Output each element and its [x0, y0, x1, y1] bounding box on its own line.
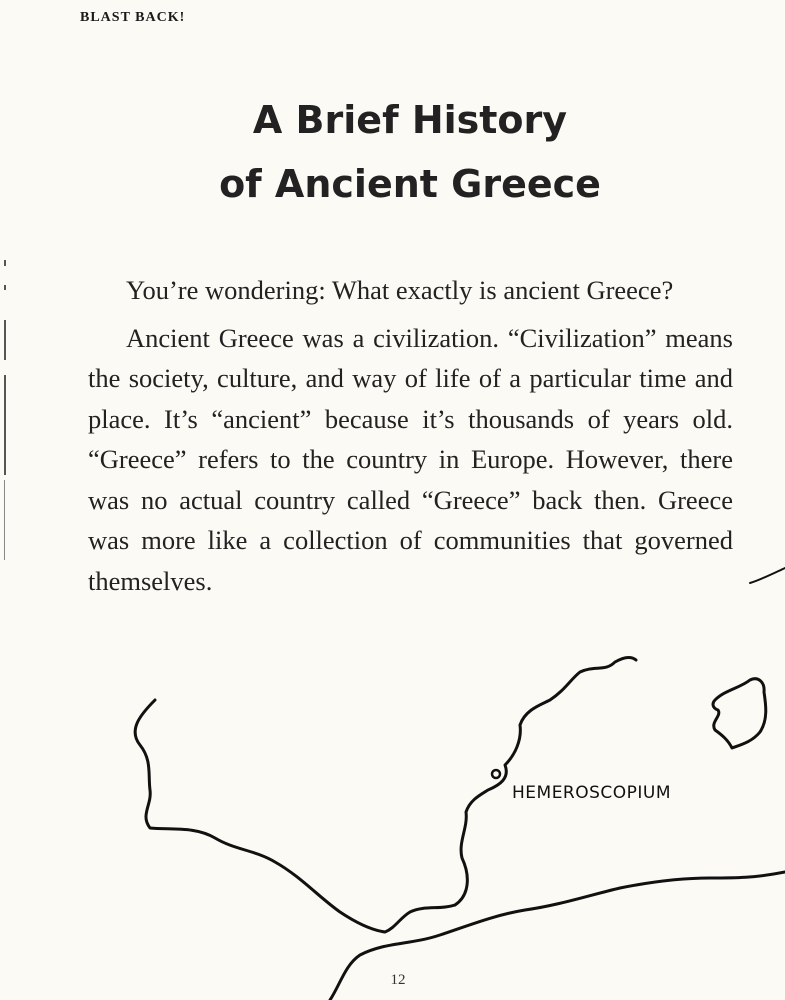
- coastline-center: [455, 657, 636, 905]
- island: [713, 679, 766, 748]
- paragraph-2: Ancient Greece was a civilization. “Civilization” means the society, culture, and way of life of a particular time and place. It’s “ancient” because it’s thousands of years old. “Greece” refers to the country in Europe. However, there was no actual country called “Greece” back then. Greece was more like a collection of communities that governed themselves.: [88, 322, 733, 596]
- coastline-left: [135, 700, 455, 932]
- map-place-label: HEMEROSCOPIUM: [512, 783, 672, 803]
- margin-tick: [750, 568, 785, 583]
- title-line-1: A Brief History: [252, 98, 568, 142]
- running-head: BLAST BACK!: [80, 10, 186, 25]
- page-number: 12: [390, 972, 406, 988]
- city-marker: [492, 770, 500, 778]
- title-line-2: of Ancient Greece: [219, 162, 601, 206]
- paragraph-1: You’re wondering: What exactly is ancient Greece?: [126, 275, 674, 305]
